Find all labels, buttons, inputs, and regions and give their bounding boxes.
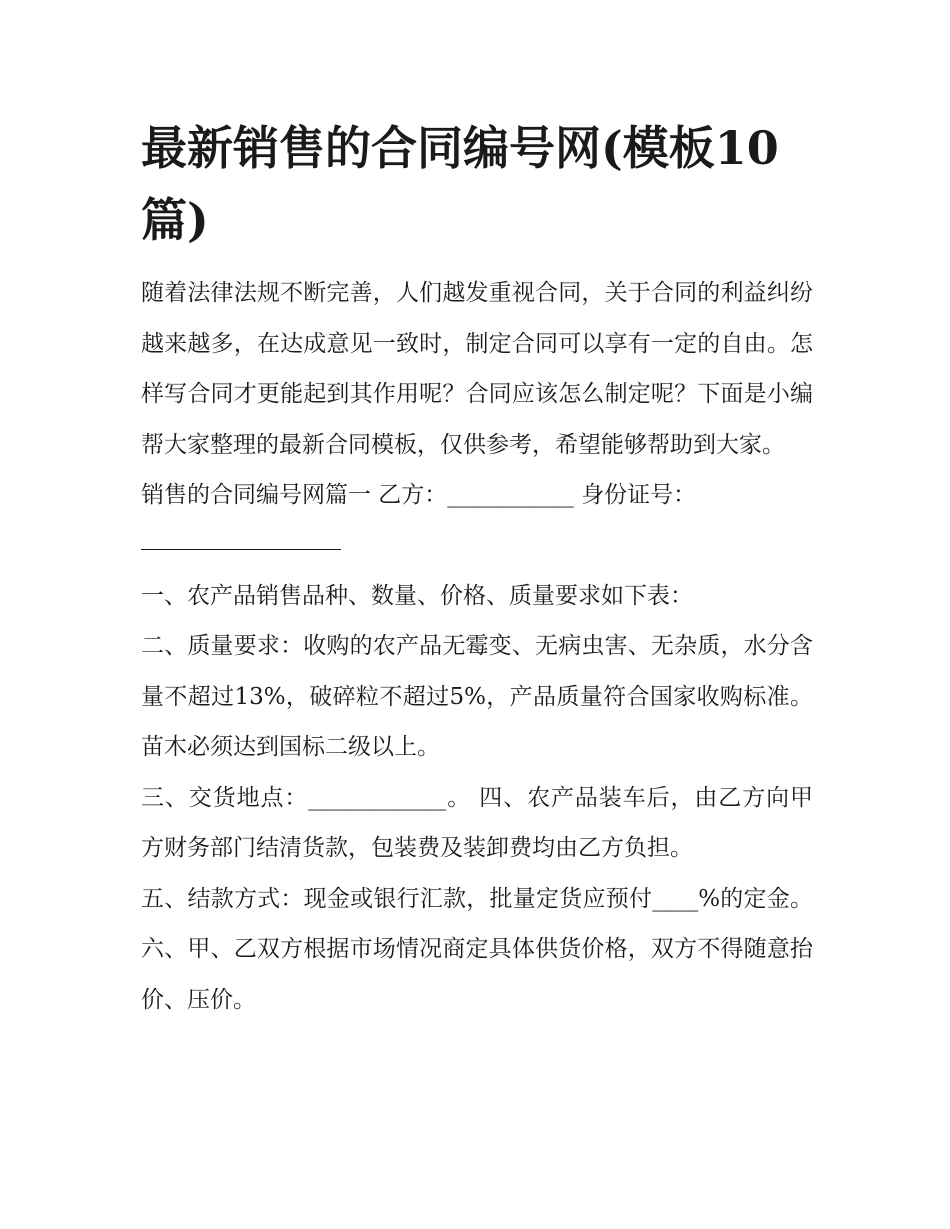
document-page [141, 112, 813, 1025]
document-title: 最新销售的合同编号网(模板10 篇) [141, 121, 779, 247]
clause-2: 二、质量要求：收购的农产品无霉变、无病虫害、无杂质，水分含量不超过13%，破碎粒不超过5%，产品质量符合国家收购标准。苗木必须达到国标二级以上。 [141, 633, 813, 760]
clause-3-4: 三、交货地点：____________。 四、农产品装车后，由乙方向甲方财务部门结清货款，包装费及装卸费均由乙方负担。 [141, 784, 813, 861]
contract-heading-line: 销售的合同编号网篇一 乙方：___________ 身份证号： [141, 482, 697, 508]
id-number-blank-line [141, 521, 813, 571]
id-number-underline [141, 549, 341, 550]
title-spacer [141, 256, 813, 268]
intro-paragraph: 随着法律法规不断完善，人们越发重视合同，关于合同的利益纠纷越来越多，在达成意见一致时，制定合同可以享有一定的自由。怎样写合同才更能起到其作用呢？合同应该怎么制定呢？下面是小编帮大家整理的最新合同模板，仅供参考，希望能够帮助到大家。 [141, 280, 813, 458]
clause-5-6: 五、结款方式：现金或银行汇款，批量定货应预付____%的定金。 六、甲、乙双方根据市场情况商定具体供货价格，双方不得随意抬价、压价。 [141, 885, 813, 1013]
clause-1: 一、农产品销售品种、数量、价格、质量要求如下表： [141, 582, 693, 609]
